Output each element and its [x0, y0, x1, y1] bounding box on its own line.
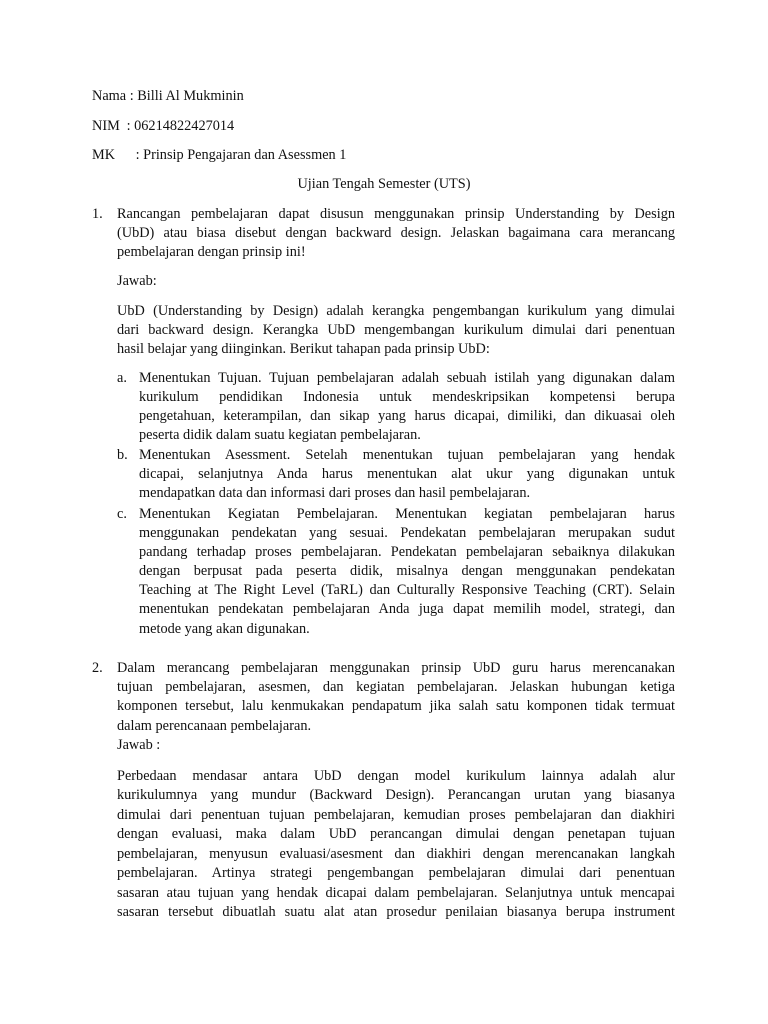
nama-label: Nama	[92, 88, 127, 104]
q2-answer-2: kurikulumnya yang mundur (Backward Design). Perancangan urutan yang biasanya	[117, 787, 675, 803]
item-a-line-1: Menentukan Tujuan. Tujuan pembelajaran adalah sebuah istilah yang digunakan dalam	[139, 370, 675, 386]
q2-answer-3: dimulai dari penentuan tujuan pembelajaran, kemudian proses pembelajaran dan diakhiri	[117, 807, 675, 823]
q2-answer-label: Jawab :	[117, 737, 161, 753]
nama-value: : Billi Al Mukminin	[129, 88, 244, 104]
q2-answer-5: pembelajaran, menyusun evaluasi/asesment dan diakhiri dengan merencanakan langkah	[117, 846, 675, 862]
item-c-line-4: dengan berpusat pada peserta didik, misalnya dengan menggunakan pendekatan	[139, 563, 675, 579]
item-a-line-4: peserta didik dalam suatu kegiatan pembelajaran.	[139, 427, 421, 443]
q2-answer-1: Perbedaan mendasar antara UbD dengan model kurikulum lainnya adalah alur	[117, 768, 675, 784]
q2-answer-4: dengan evaluasi, maka dalam UbD perancangan dimulai dengan penetapan tujuan	[117, 826, 675, 842]
item-a-line-2: kurikulum pendidikan Indonesia untuk mendeskripsikan kompetensi berupa	[139, 389, 675, 405]
nim-label: NIM	[92, 118, 120, 134]
mk-line	[92, 146, 346, 165]
item-b-line-2: dicapai, selanjutnya Anda harus menentukan alat ukur yang digunakan untuk	[139, 466, 675, 482]
q2-line-3: komponen tersebut, lalu kenmukakan pendapatum jika salah satu komponen tidak termuat	[117, 698, 675, 714]
item-a-marker: a.	[117, 370, 127, 386]
q2-answer-6: pembelajaran. Artinya strategi pengembangan pembelajaran dimulai dari penentuan	[117, 865, 675, 881]
nim-value: : 06214822427014	[126, 118, 235, 134]
q1-line-3: pembelajaran dengan prinsip ini!	[117, 244, 306, 260]
q1-number: 1.	[92, 206, 103, 222]
q2-answer-8: sasaran tersebut dibuatlah suatu alat atan prosedur penilaian biasanya berupa instrument	[117, 904, 675, 920]
q2-answer-7: sasaran atau tujuan yang hendak dicapai dalam pembelajaran. Selanjutnya untuk mencapai	[117, 885, 675, 901]
q1-line-1: Rancangan pembelajaran dapat disusun menggunakan prinsip Understanding by Design	[117, 206, 675, 222]
item-c-line-5: Teaching at The Right Level (TaRL) dan Culturally Responsive Teaching (CRT). Selain	[139, 582, 675, 598]
item-c-line-6: menentukan pendekatan pembelajaran Anda juga dapat memilih model, strategi, dan	[139, 601, 675, 617]
item-a-line-3: pengetahuan, keterampilan, dan sikap yang harus dicapai, dimiliki, dan dikuasai oleh	[139, 408, 675, 424]
item-b-line-1: Menentukan Asessment. Setelah menentukan tujuan pembelajaran yang hendak	[139, 447, 675, 463]
item-c-line-1: Menentukan Kegiatan Pembelajaran. Menentukan kegiatan pembelajaran harus	[139, 506, 675, 522]
q2-line-1: Dalam merancang pembelajaran menggunakan prinsip UbD guru harus merencanakan	[117, 660, 675, 676]
q2-number: 2.	[92, 660, 103, 676]
q1-line-2: (UbD) atau biasa disebut dengan backward design. Jelaskan bagaimana cara merancang	[117, 225, 675, 241]
q2-line-2: tujuan pembelajaran, asesmen, dan kegiatan pembelajaran. Jelaskan hubungan ketiga	[117, 679, 675, 695]
item-c-line-3: pandang terhadap proses pembelajaran. Pendekatan pembelajaran sebaiknya dilakukan	[139, 544, 675, 560]
q1-intro-1: UbD (Understanding by Design) adalah kerangka pengembangan kurikulum yang dimulai	[117, 303, 675, 319]
item-b-marker: b.	[117, 447, 128, 463]
item-c-line-2: menggunakan pendekatan yang sesuai. Pendekatan pembelajaran merupakan sudut	[139, 525, 675, 541]
q1-answer-label: Jawab:	[117, 273, 157, 289]
mk-value: : Prinsip Pengajaran dan Asessmen 1	[135, 147, 347, 163]
page-title: Ujian Tengah Semester (UTS)	[297, 176, 471, 192]
item-c-line-7: metode yang akan digunakan.	[139, 621, 310, 637]
item-b-line-3: mendapatkan data dan informasi dari proses dan hasil pembelajaran.	[139, 485, 531, 501]
nim-line	[92, 117, 234, 136]
item-c-marker: c.	[117, 506, 127, 522]
nama-line	[92, 87, 244, 106]
q1-intro-3: hasil belajar yang diinginkan. Berikut tahapan pada prinsip UbD:	[117, 341, 490, 357]
q1-intro-2: dari backward design. Kerangka UbD mengembangan kurikulum dimulai dari penentuan	[117, 322, 675, 338]
mk-label: MK	[92, 147, 116, 163]
q2-line-4: dalam perencanaan pembelajaran.	[117, 718, 312, 734]
